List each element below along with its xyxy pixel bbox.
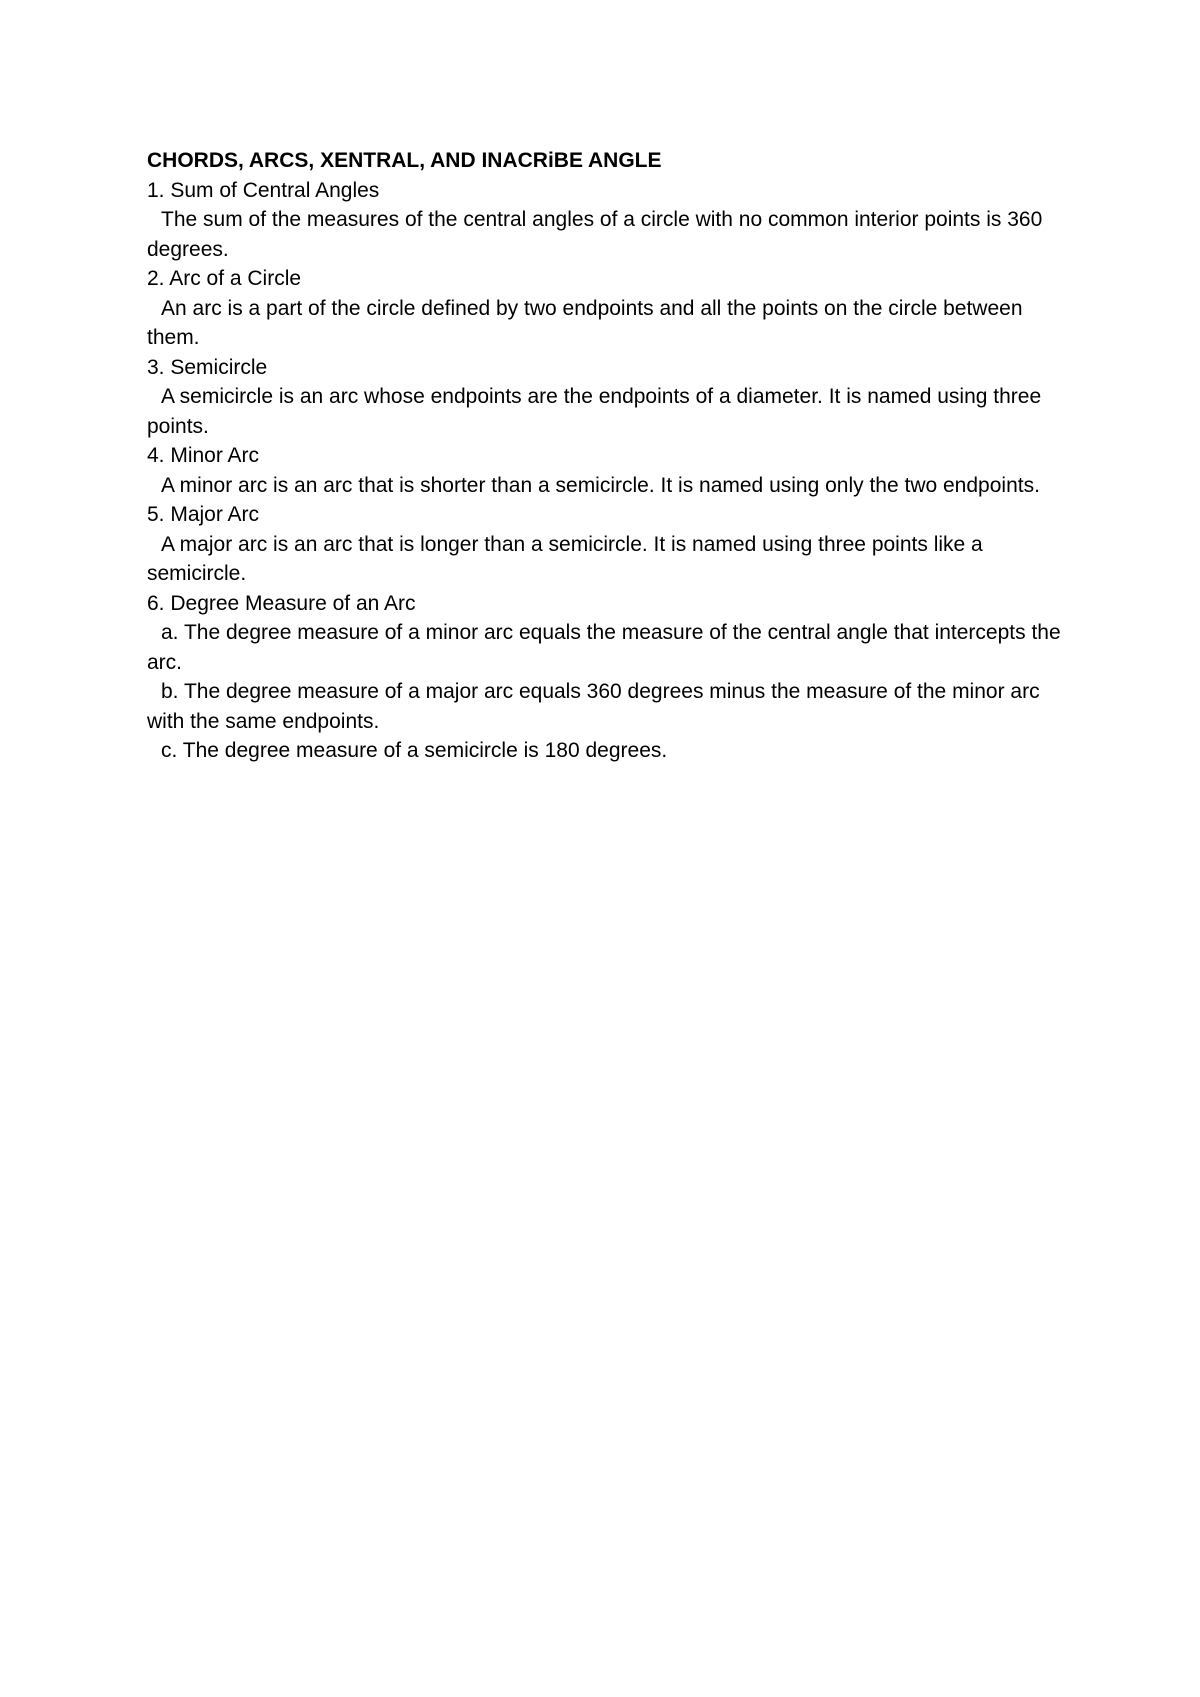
section-body-semicircle: A semicircle is an arc whose endpoints are the endpoints of a diameter. It is named using three points. (147, 385, 1042, 438)
section-body-degree-measure-major-arc: b. The degree measure of a major arc equals 360 degrees minus the measure of the minor arc with the same endpoints. (147, 680, 1040, 733)
section-heading-minor-arc: 4. Minor Arc (147, 444, 260, 467)
section-body-degree-measure-semicircle: c. The degree measure of a semicircle is 180 degrees. (161, 739, 668, 762)
section-body-major-arc: A major arc is an arc that is longer than a semicircle. It is named using three points like a semicircle. (147, 532, 983, 585)
section-heading-major-arc: 5. Major Arc (147, 503, 260, 526)
section-body-degree-measure-minor-arc: a. The degree measure of a minor arc equals the measure of the central angle that intercepts the arc. (147, 621, 1061, 674)
section-heading-semicircle: 3. Semicircle (147, 355, 268, 379)
section-body-sum-of-central-angles: The sum of the measures of the central angles of a circle with no common interior points is 360 degrees. (147, 208, 1043, 261)
section-heading-arc-of-a-circle: 2. Arc of a Circle (147, 267, 302, 290)
section-body-minor-arc: A minor arc is an arc that is shorter than a semicircle. It is named using only the two endpoints. (161, 473, 1040, 497)
document-title: CHORDS, ARCS, XENTRAL, AND INACRiBE ANGLE (147, 149, 662, 172)
section-body-arc-of-a-circle: An arc is a part of the circle defined by two endpoints and all the points on the circle between them. (147, 296, 1023, 349)
section-heading-degree-measure-of-an-arc: 6. Degree Measure of an Arc (147, 591, 416, 615)
document-content (147, 146, 1067, 766)
section-heading-sum-of-central-angles: 1. Sum of Central Angles (147, 178, 380, 202)
